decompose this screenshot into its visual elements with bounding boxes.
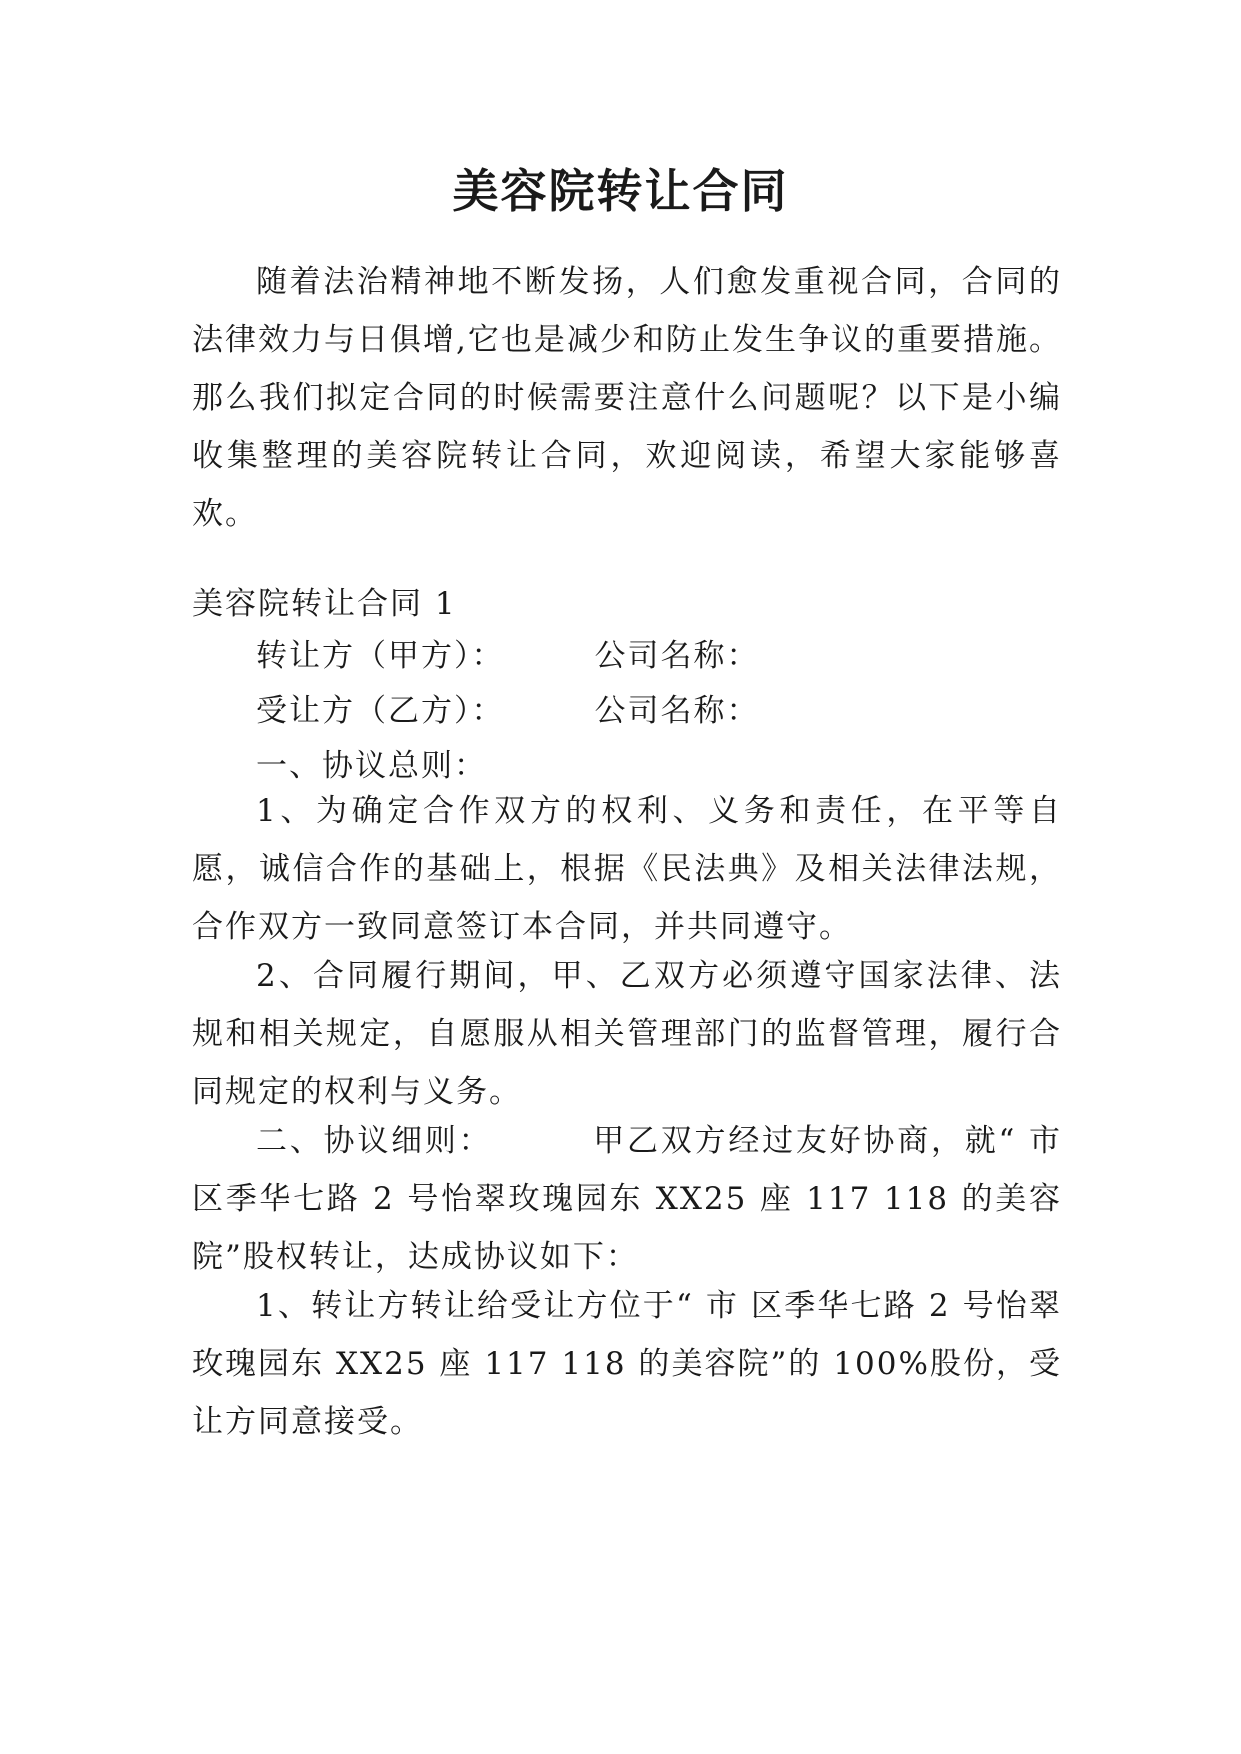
document-title: 美容院转让合同 <box>452 164 789 218</box>
transferor-company-label: 公司名称： <box>594 638 760 674</box>
transferee-label: 受让方（乙方）： <box>256 693 505 729</box>
part2-paragraph <box>192 1112 1062 1286</box>
transferor-row <box>256 630 760 675</box>
transferee-row <box>256 685 760 730</box>
transferee-company-label: 公司名称： <box>594 693 760 729</box>
part2-intro: 甲乙双方经过友好协商，就“ 市区季华七路 2 号怡翠玫瑰园东 XX25 座 117 118 的美容院”股权转让，达成协议如下： <box>192 1123 1063 1275</box>
part2-item1: 1、转让方转让给受让方位于“ 市 区季华七路 2 号怡翠玫瑰园东 XX25 座 117 118 的美容院”的 100%股份，受让方同意接受。 <box>192 1288 1062 1440</box>
section-heading: 美容院转让合同 1 <box>192 586 457 622</box>
part1-heading: 一、协议总则： <box>256 748 487 784</box>
transferor-label: 转让方（甲方）： <box>256 638 505 674</box>
intro-paragraph: 随着法治精神地不断发扬，人们愈发重视合同，合同的法律效力与日俱增,它也是减少和防止发生争议的重要措施。那么我们拟定合同的时候需要注意什么问题呢？以下是小编收集整理的美容院转让合同，欢迎阅读，希望大家能够喜欢。 <box>192 264 1062 532</box>
part1-item1: 1、为确定合作双方的权利、义务和责任，在平等自愿，诚信合作的基础上，根据《民法典》及相关法律法规，合作双方一致同意签订本合同，并共同遵守。 <box>192 793 1062 945</box>
part1-item2: 2、合同履行期间，甲、乙双方必须遵守国家法律、法规和相关规定，自愿服从相关管理部门的监督管理，履行合同规定的权利与义务。 <box>192 958 1062 1110</box>
part2-heading: 二、协议细则： <box>256 1123 493 1159</box>
